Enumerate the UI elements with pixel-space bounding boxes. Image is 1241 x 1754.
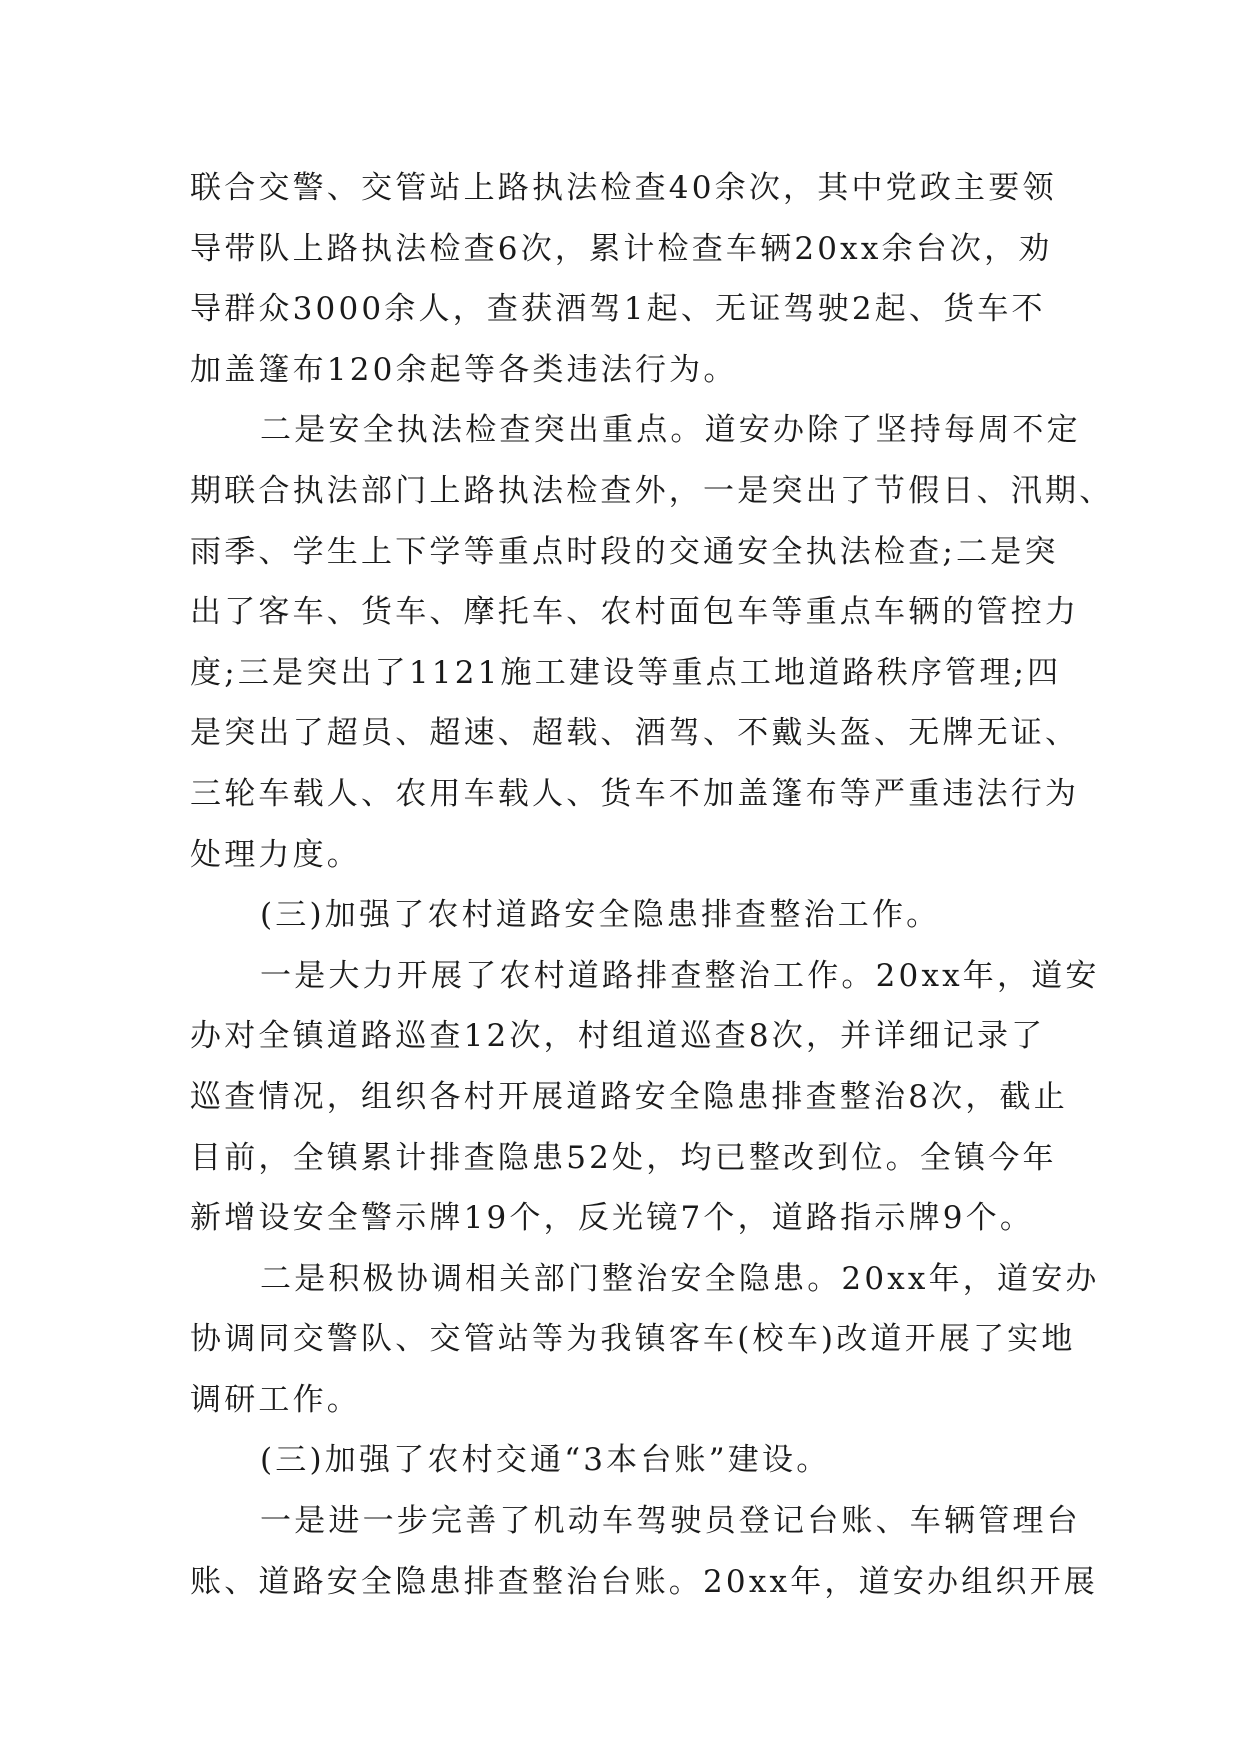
text-line: (三)加强了农村道路安全隐患排查整治工作。 xyxy=(260,897,941,934)
text-line: 期联合执法部门上路执法检查外，一是突出了节假日、汛期、 xyxy=(190,472,1114,509)
text-line: 巡查情况，组织各村开展道路安全隐患排查整治8次，截止 xyxy=(190,1078,1068,1115)
text-line: 联合交警、交管站上路执法检查40余次，其中党政主要领 xyxy=(190,170,1057,206)
text-line: 加盖篷布120余起等各类违法行为。 xyxy=(190,351,738,388)
text-line: 是突出了超员、超速、超载、酒驾、不戴头盔、无牌无证、 xyxy=(190,715,1080,752)
text-line: 账、道路安全隐患排查整治台账。20xx年，道安办组织开展 xyxy=(190,1563,1099,1600)
text-line: 雨季、学生上下学等重点时段的交通安全执法检查;二是突 xyxy=(190,533,1059,570)
text-line: 处理力度。 xyxy=(190,836,361,873)
text-line: 办对全镇道路巡查12次，村组道巡查8次，并详细记录了 xyxy=(190,1018,1046,1055)
text-line: 目前，全镇累计排查隐患52处，均已整改到位。全镇今年 xyxy=(190,1139,1057,1176)
text-line: (三)加强了农村交通“3本台账”建设。 xyxy=(260,1442,831,1479)
text-line: 三轮车载人、农用车载人、货车不加盖篷布等严重违法行为 xyxy=(190,775,1080,812)
text-line: 导群众3000余人，查获酒驾1起、无证驾驶2起、货车不 xyxy=(190,291,1046,328)
text-line: 度;三是突出了1121施工建设等重点工地道路秩序管理;四 xyxy=(190,654,1062,691)
text-line: 导带队上路执法检查6次，累计检查车辆20xx余台次，劝 xyxy=(190,230,1053,267)
text-line: 新增设安全警示牌19个，反光镜7个，道路指示牌9个。 xyxy=(190,1200,1035,1237)
text-line: 二是安全执法检查突出重点。道安办除了坚持每周不定 xyxy=(260,412,1081,449)
text-line: 一是大力开展了农村道路排查整治工作。20xx年，道安 xyxy=(260,957,1100,994)
text-line: 协调同交警队、交管站等为我镇客车(校车)改道开展了实地 xyxy=(190,1321,1076,1358)
text-line: 一是进一步完善了机动车驾驶员登记台账、车辆管理台 xyxy=(260,1503,1081,1540)
document-body xyxy=(190,158,1114,1612)
text-line: 出了客车、货车、摩托车、农村面包车等重点车辆的管控力 xyxy=(190,594,1080,631)
text-line: 调研工作。 xyxy=(190,1381,361,1418)
text-line: 二是积极协调相关部门整治安全隐患。20xx年，道安办 xyxy=(260,1260,1100,1297)
